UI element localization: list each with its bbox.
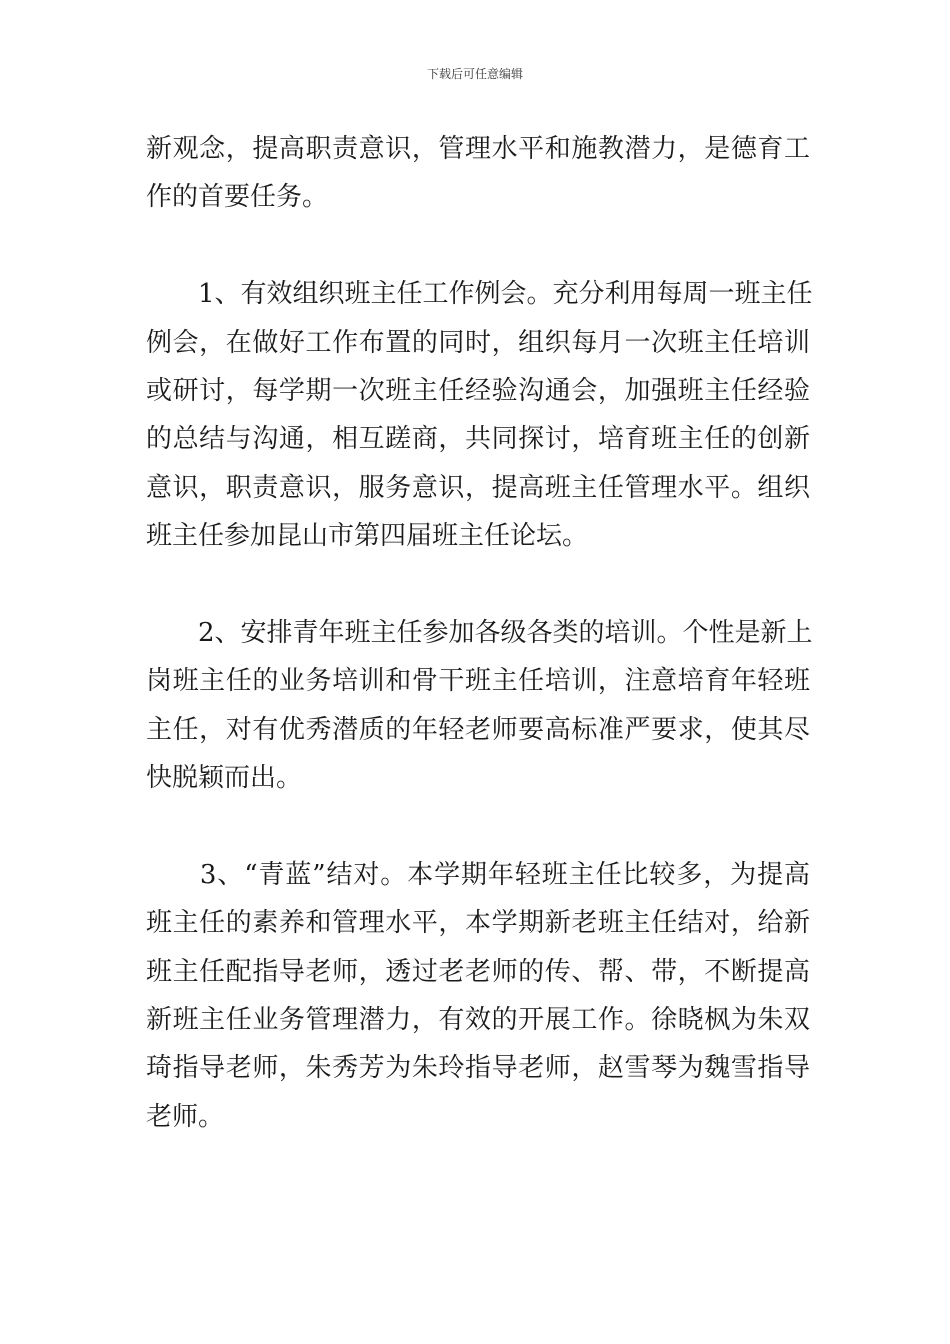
text-line: 主任，对有优秀潜质的年轻老师要高标准严要求，使其尽 [146,714,810,745]
text-line: 1、有效组织班主任工作例会。充分利用每周一班主任 [146,279,813,310]
text-line: 2、安排青年班主任参加各级各类的培训。个性是新上 [146,617,813,648]
text-line: 班主任的素养和管理水平，本学期新老班主任结对，给新 [146,908,810,939]
text-line: 快脱颖而出。 [146,763,303,794]
document-body [146,125,813,1141]
text-line: 例会，在做好工作布置的同时，组织每月一次班主任培训 [146,327,810,358]
text-line: 老师。 [146,1101,225,1132]
paragraph-item-1 [146,270,813,560]
text-line: 新观念，提高职责意识，管理水平和施教潜力，是德育工 [146,134,810,164]
paragraph-item-3 [146,851,810,1141]
paragraph-spacer [146,222,810,270]
text-line: 班主任配指导老师，透过老老师的传、帮、带，不断提高 [146,956,810,987]
text-line: 新班主任业务管理潜力，有效的开展工作。徐晓枫为朱双 [146,1005,810,1036]
text-line: 班主任参加昆山市第四届班主任论坛。 [146,521,589,552]
paragraph-intro [146,125,810,222]
page-header-note: 下载后可任意编辑 [426,67,523,81]
text-line: 或研讨，每学期一次班主任经验沟通会，加强班主任经验 [146,375,810,406]
text-line: 琦指导老师，朱秀芳为朱玲指导老师，赵雪琴为魏雪指导 [146,1053,810,1084]
paragraph-spacer [146,561,810,609]
text-line: 的总结与沟通，相互蹉商，共同探讨，培育班主任的创新 [146,424,810,455]
text-line: 意识，职责意识，服务意识，提高班主任管理水平。组织 [146,472,810,503]
text-line: 作的首要任务。 [146,182,329,213]
paragraph-item-2 [146,609,813,803]
text-line: 岗班主任的业务培训和骨干班主任培训，注意培育年轻班 [146,666,810,697]
text-line: 3、“青蓝”结对。本学期年轻班主任比较多，为提高 [146,859,810,890]
paragraph-spacer [146,802,810,850]
